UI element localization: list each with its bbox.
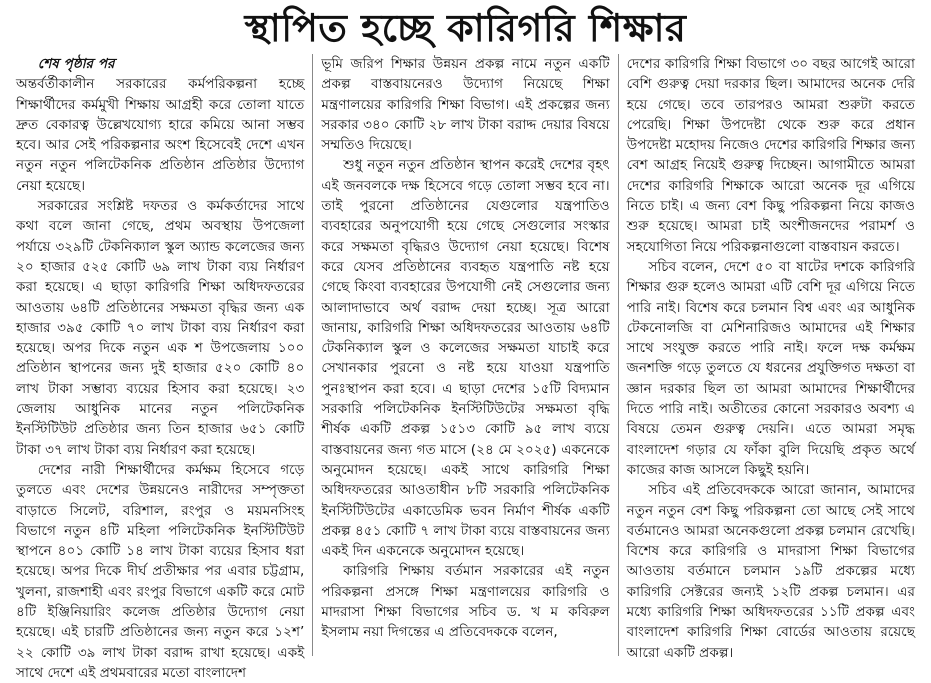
paragraph: শুধু নতুন নতুন প্রতিষ্ঠান স্থাপন করেই দেশের বৃহৎ এই জনবলকে দক্ষ হিসেবে গড়ে তোলা সম্ভব হবে না। তাই পুরনো প্রতিষ্ঠানের যেগুলোর যন্ত্রপাতিও ব্যবহারের অনুপযোগী হয়ে গেছে সেগুলোর সংস্কার করে সক্ষমতা বৃদ্ধিরও উদ্যোগ নেয়া হয়েছে। বিশেষ করে যেসব প্রতিষ্ঠানের ব্যবহৃত যন্ত্রপাতি নষ্ট হয়ে গেছে কিংবা ব্যবহারের উপযোগী নেই সেগুলোর জন্য আলাদাভাবে অর্থ বরাদ্দ দেয়া হচ্ছে। সূত্র আরো জানায়, কারিগরি শিক্ষা অধিদফতরের আওতায় ৬৪টি টেকনিক্যাল স্কুল ও কলেজের সক্ষমতা যাচাই করে সেখানকার পুরনো ও নষ্ট হয়ে যাওয়া যন্ত্রপাতি পুনঃস্থাপন করা হবে। এ ছাড়া দেশের ১৫টি বিদ্যমান সরকারি পলিটেকনিক ইনস্টিটিউটের সক্ষমতা বৃদ্ধি শীর্ষক একটি প্রকল্প ১৫১৩ কোটি ৯৫ লাখ ব্যয়ে বাস্তবায়নের জন্য গত মাসে (২৪ মে ২০২৫) একনেকে অনুমোদন হয়েছে। একই সাথে কারিগরি শিক্ষা অধিদফতরের আওতাধীন ৮টি সরকারি পলিটেকনিক ইনস্টিটিউটের একাডেমিক ভবন নির্মাণ শীর্ষক একটি প্রকল্প ৪৫১ কোটি ৭ লাখ টাকা ব্যয়ে বাস্তবায়নের জন্য একই দিন একনেকে অনুমোদন হয়েছে। [321, 157, 610, 560]
paragraph: ভূমি জরিপ শিক্ষার উন্নয়ন প্রকল্প নামে নতুন একটি প্রকল্প বাস্তবায়নেরও উদ্যোগ নিয়েছে শিক্ষা মন্ত্রণালয়ের কারিগরি শিক্ষা বিভাগ। এই প্রকল্পের জন্য সরকার ৩৪০ কোটি ২৮ লাখ টাকা বরাদ্দ দেয়ার বিষয়ে সম্মতিও দিয়েছে। [321, 56, 610, 154]
article-column-2 [312, 54, 617, 656]
paragraph: সচিব বলেন, দেশে ৫০ বা ষাটের দশকে কারিগরি শিক্ষার গুরু হলেও আমরা এটি বেশি দূর এগিয়ে নিতে পারি নাই। বিশেষ করে চলমান বিশ্ব এবং এর আধুনিক টেকনোলজি বা মেশিনারিজও আমাদের এই শিক্ষার সাথে সংযুক্ত করতে পারি নাই। ফলে দক্ষ কর্মক্ষম জনশক্তি গড়ে তুলতে যে ধরনের প্রযুক্তিগত দক্ষতা বা জ্ঞান দরকার ছিল তা আমরা আমাদের শিক্ষার্থীদের দিতে পারি নাই। অতীতের কোনো সরকারও অবশ্য এ বিষয়ে তেমন গুরুত্ব দেয়নি। এতে আমরা সমৃদ্ধ বাংলাদেশ গড়ার যে ফাঁকা বুলি দিয়েছি প্রকৃত অর্থে কাজের কাজ আসলে কিছুই হয়নি। [626, 258, 915, 478]
paragraph: দেশের নারী শিক্ষার্থীদের কর্মক্ষম হিসেবে গড়ে তুলতে এবং দেশের উন্নয়নেও নারীদের সম্পৃক্ততা বাড়াতে সিলেট, বরিশাল, রংপুর ও ময়মনসিংহ বিভাগে নতুন ৪টি মহিলা পলিটেকনিক ইনস্টিটিউট স্থাপনে ৪০১ কোটি ১৪ লাখ টাকা ব্যয়ের হিসাব ধরা হয়েছে। অপর দিকে দীর্ঘ প্রতীক্ষার পর এবার চট্টগ্রাম, খুলনা, রাজশাহী এবং রংপুর বিভাগে একটি করে মোট ৪টি ইঞ্জিনিয়ারিং কলেজ প্রতিষ্ঠার উদ্যোগ নেয়া হয়েছে। এই চারটি প্রতিষ্ঠানের জন্য নতুন করে ১২শ’ ২২ কোটি ৩৯ লাখ টাকা বরাদ্দ রাখা হয়েছে। একই সাথে দেশে এই প্রথমবারের মতো বাংলাদেশ [16, 461, 305, 681]
paragraph: সচিব এই প্রতিবেদককে আরো জানান, আমাদের নতুন নতুন বেশ কিছু পরিকল্পনা তো আছে সেই সাথে বর্তমানেও আমরা অনেকগুলো প্রকল্প চলমান রেখেছি। বিশেষ করে কারিগরি ও মাদরাসা শিক্ষা বিভাগের আওতায় বর্তমানে চলমান ১৯টি প্রকল্পের মধ্যে কারিগরি সেক্টরের জন্যই ১২টি প্রকল্প চলমান। এর মধ্যে কারিগরি শিক্ষা অধিদফতরের ১১টি প্রকল্প এবং বাংলাদেশ কারিগরি শিক্ষা বোর্ডের আওতায় রয়েছে আরো একটি প্রকল্প। [626, 482, 915, 661]
article-column-3 [618, 54, 923, 661]
paragraph: অন্তর্বর্তীকালীন সরকারের কর্মপরিকল্পনা হচ্ছে শিক্ষার্থীদের কর্মমুখী শিক্ষায় আগ্রহী করে তোলা যাতে দ্রুত বেকারত্ব উল্লেখযোগ্য হারে কমিয়ে আনা সম্ভব হবে। আর সেই পরিকল্পনার অংশ হিসেবেই দেশে এখন নতুন নতুন পলিটেকনিক প্রতিষ্ঠান প্রতিষ্ঠার উদ্যোগ নেয়া হয়েছে। [16, 76, 305, 194]
headline: স্থাপিত হচ্ছে কারিগরি শিক্ষার [244, 5, 687, 50]
article-column-1 [8, 54, 312, 681]
paragraph: কারিগরি শিক্ষায় বর্তমান সরকারের এই নতুন পরিকল্পনা প্রসঙ্গে শিক্ষা মন্ত্রণালয়ের কারিগরি ও মাদরাসা শিক্ষা বিভাগের সচিব ড. খ ম কবিরুল ইসলাম নয়া দিগন্তের এ প্রতিবেদককে বলেন, [321, 563, 610, 641]
paragraph: সরকারের সংশ্লিষ্ট দফতর ও কর্মকর্তাদের সাথে কথা বলে জানা গেছে, প্রথম অবস্থায় উপজেলা পর্যায়ে ৩২৯টি টেকনিক্যাল স্কুল অ্যান্ড কলেজের জন্য ২০ হাজার ৫২৫ কোটি ৬৯ লাখ টাকা ব্যয় নির্ধারণ করা হয়েছে। এ ছাড়া কারিগরি শিক্ষা অধিদফতরের আওতায় ৬৪টি প্রতিষ্ঠানের সক্ষমতা বৃদ্ধির জন্য এক হাজার ৩৯৫ কোটি ৭০ লাখ টাকা ব্যয় নির্ধারণ করা হয়েছে। অপর দিকে নতুন এক শ উপজেলায় ১০০ প্রতিষ্ঠান স্থাপনের জন্য দুই হাজার ৫২০ কোটি ৪০ লাখ টাকা সম্ভাব্য ব্যয়ের হিসাব করা হয়েছে। ২৩ জেলায় আধুনিক মানের নতুন পলিটেকনিক ইনস্টিটিউট প্রতিষ্ঠার জন্য তিন হাজার ৬৫১ কোটি টাকা ৩৭ লাখ টাকা ব্যয় নির্ধারণ করা হয়েছে। [16, 198, 305, 458]
article-columns [8, 54, 923, 681]
continued-from-label: শেষ পৃষ্ঠার পর [37, 56, 115, 72]
paragraph: দেশের কারিগরি শিক্ষা বিভাগে ৩০ বছর আগেই আরো বেশি গুরুত্ব দেয়া দরকার ছিল। আমাদের অনেক দেরি হয়ে গেছে। তবে তারপরও আমরা শুরুটা করতে পেরেছি। শিক্ষা উপদেষ্টা থেকে শুরু করে প্রধান উপদেষ্টা মহোদয় নিজেও দেশের কারিগরি শিক্ষার জন্য বেশ আগ্রহ নিয়েই গুরুত্ব দিচ্ছেন। আগামীতে আমরা দেশের কারিগরি শিক্ষাকে আরো অনেক দূর এগিয়ে নিতে চাই। এ জন্য বেশ কিছু পরিকল্পনা নিয়ে কাজও শুরু হয়েছে। আমরা চাই অংশীজনদের পরামর্শ ও সহযোগিতা নিয়ে পরিকল্পনাগুলো বাস্তবায়ন করতে। [626, 56, 915, 255]
